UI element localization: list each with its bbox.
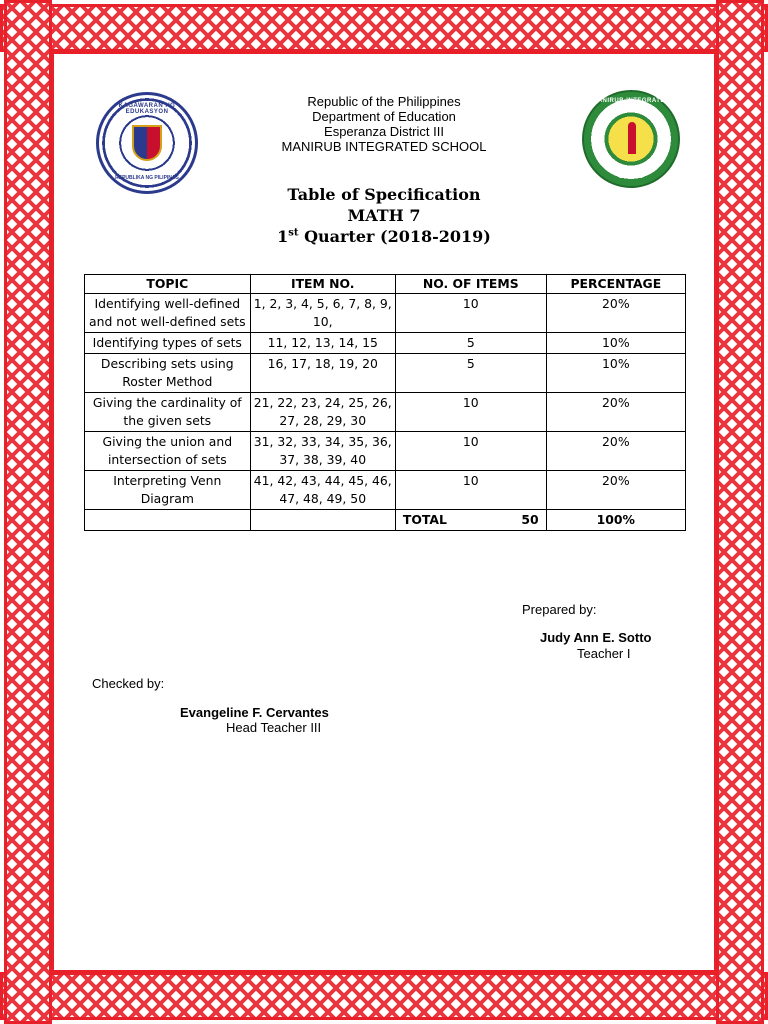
border-right <box>716 0 764 1024</box>
header-district: Esperanza District III <box>324 124 444 139</box>
row-item-numbers: 31, 32, 33, 34, 35, 36, 37, 38, 39, 40 <box>250 432 395 471</box>
total-empty-topic <box>85 510 251 531</box>
total-empty-items <box>250 510 395 531</box>
title-subject: MATH 7 <box>347 206 421 225</box>
border-bottom <box>0 972 768 1020</box>
row-topic: Identifying types of sets <box>85 333 251 354</box>
checked-by-label: Checked by: <box>92 676 165 691</box>
row-topic: Interpreting Venn Diagram <box>85 471 251 510</box>
row-item-count: 10 <box>395 393 546 432</box>
deped-seal-bottom-text: REPUBLIKA NG PILIPINAS <box>115 175 179 181</box>
total-label: TOTAL <box>402 512 447 527</box>
header-percentage: PERCENTAGE <box>546 275 685 294</box>
row-percentage: 20% <box>546 393 685 432</box>
specification-table <box>84 274 686 531</box>
table-row <box>85 471 686 510</box>
header-republic: Republic of the Philippines <box>307 94 461 109</box>
quarter-number: 1 <box>277 227 289 246</box>
quarter-rest: Quarter (2018-2019) <box>298 227 491 246</box>
total-value: 50 <box>521 512 539 527</box>
checked-by-name: Evangeline F. Cervantes <box>180 705 329 720</box>
title-quarter <box>180 226 588 247</box>
row-item-count: 5 <box>395 354 546 393</box>
table-total-row <box>85 510 686 531</box>
torch-icon <box>628 122 636 154</box>
school-seal-bottom-text: 1980-2016 <box>619 174 643 180</box>
border-left <box>4 0 52 1024</box>
school-seal-top-text: MANIRUB INTEGRATED SCHOOL <box>592 98 670 110</box>
border-top <box>0 4 768 52</box>
table-row <box>85 432 686 471</box>
table-row <box>85 294 686 333</box>
total-cell <box>395 510 546 531</box>
row-item-numbers: 41, 42, 43, 44, 45, 46, 47, 48, 49, 50 <box>250 471 395 510</box>
row-item-count: 10 <box>395 471 546 510</box>
table-row <box>85 333 686 354</box>
row-percentage: 20% <box>546 471 685 510</box>
header-topic: TOPIC <box>85 275 251 294</box>
header-school: MANIRUB INTEGRATED SCHOOL <box>281 139 487 154</box>
header-no-of-items: NO. OF ITEMS <box>395 275 546 294</box>
row-item-numbers: 1, 2, 3, 4, 5, 6, 7, 8, 9, 10, <box>250 294 395 333</box>
prepared-by-title: Teacher I <box>577 646 631 661</box>
deped-seal <box>96 92 198 194</box>
row-topic: Identifying well-defined and not well-defined sets <box>85 294 251 333</box>
row-item-numbers: 11, 12, 13, 14, 15 <box>250 333 395 354</box>
header-item-no: ITEM NO. <box>250 275 395 294</box>
table-row <box>85 393 686 432</box>
total-percentage: 100% <box>546 510 685 531</box>
row-topic: Giving the union and intersection of sets <box>85 432 251 471</box>
title-main: Table of Specification <box>287 185 481 204</box>
row-item-numbers: 16, 17, 18, 19, 20 <box>250 354 395 393</box>
row-percentage: 10% <box>546 333 685 354</box>
prepared-by-label: Prepared by: <box>522 602 597 617</box>
row-item-numbers: 21, 22, 23, 24, 25, 26, 27, 28, 29, 30 <box>250 393 395 432</box>
letterhead <box>200 94 568 154</box>
row-item-count: 5 <box>395 333 546 354</box>
deped-seal-top-text: KAGAWARAN NG EDUKASYON <box>118 103 176 115</box>
header-department: Department of Education <box>312 109 456 124</box>
school-seal <box>582 90 680 188</box>
prepared-by-name: Judy Ann E. Sotto <box>540 630 652 645</box>
row-percentage: 10% <box>546 354 685 393</box>
row-percentage: 20% <box>546 432 685 471</box>
checked-by-title: Head Teacher III <box>226 720 322 735</box>
row-percentage: 20% <box>546 294 685 333</box>
table-row <box>85 354 686 393</box>
table-header-row <box>85 275 686 294</box>
row-topic: Describing sets using Roster Method <box>85 354 251 393</box>
quarter-suffix: st <box>288 227 299 239</box>
row-topic: Giving the cardinality of the given sets <box>85 393 251 432</box>
document-title <box>180 184 588 247</box>
row-item-count: 10 <box>395 432 546 471</box>
row-item-count: 10 <box>395 294 546 333</box>
deped-shield-icon <box>132 125 162 161</box>
